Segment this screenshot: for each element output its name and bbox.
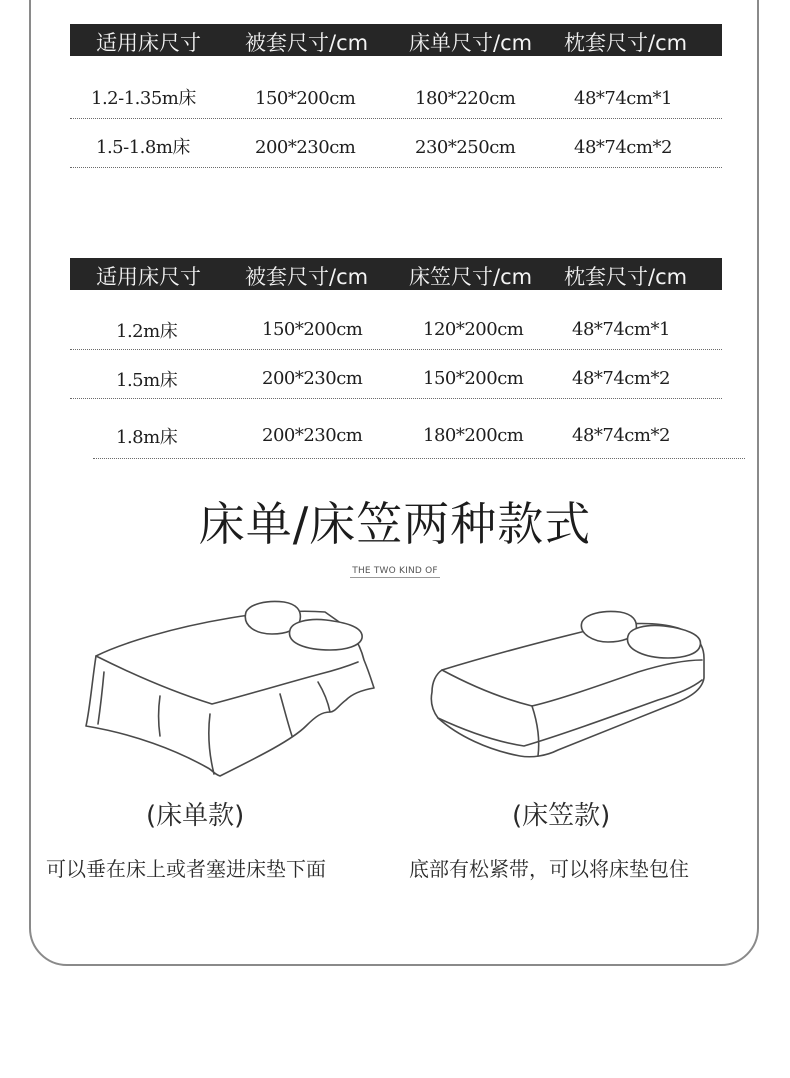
table1-cell-pillowcase: 48*74cm*2 xyxy=(574,137,672,158)
row-divider xyxy=(93,458,745,459)
table2-cell-bed-size: 1.2m床 xyxy=(116,321,178,342)
table2-cell-duvet: 200*230cm xyxy=(262,425,363,446)
table1-cell-bed-size: 1.2-1.35m床 xyxy=(91,88,196,109)
table2-header-pillowcase: 枕套尺寸/cm xyxy=(564,265,688,289)
table2-cell-fitted-sheet: 150*200cm xyxy=(423,368,524,389)
table2-header-fitted-sheet: 床笠尺寸/cm xyxy=(409,265,533,289)
fitted-sheet-bed-icon xyxy=(428,606,710,762)
table1-cell-sheet: 230*250cm xyxy=(415,137,516,158)
table1-header-pillowcase: 枕套尺寸/cm xyxy=(564,31,688,55)
table2-cell-pillowcase: 48*74cm*1 xyxy=(572,319,670,340)
row-divider xyxy=(70,118,722,119)
row-divider xyxy=(70,349,722,350)
table1-header xyxy=(70,24,722,56)
table2-cell-fitted-sheet: 120*200cm xyxy=(423,319,524,340)
table2-header xyxy=(70,258,722,290)
table1-header-duvet: 被套尺寸/cm xyxy=(245,31,369,55)
flat-sheet-caption: (床单款) xyxy=(146,801,245,831)
fitted-sheet-caption: (床笠款) xyxy=(512,801,611,831)
table2-cell-bed-size: 1.5m床 xyxy=(116,370,178,391)
table2-header-bed-size: 适用床尺寸 xyxy=(96,265,201,289)
flat-sheet-description: 可以垂在床上或者塞进床垫下面 xyxy=(46,857,326,881)
table1-cell-bed-size: 1.5-1.8m床 xyxy=(96,137,190,158)
section-title: 床单/床笠两种款式 xyxy=(198,497,592,551)
table2-cell-duvet: 150*200cm xyxy=(262,319,363,340)
table2-cell-duvet: 200*230cm xyxy=(262,368,363,389)
table2-cell-fitted-sheet: 180*200cm xyxy=(423,425,524,446)
section-subtitle-text: THE TWO KIND OF xyxy=(352,566,438,576)
section-subtitle xyxy=(0,566,790,576)
table2-cell-bed-size: 1.8m床 xyxy=(116,427,178,448)
table1-cell-sheet: 180*220cm xyxy=(415,88,516,109)
table1-cell-pillowcase: 48*74cm*1 xyxy=(574,88,672,109)
row-divider xyxy=(70,398,722,399)
table1-header-sheet: 床单尺寸/cm xyxy=(409,31,533,55)
table2-cell-pillowcase: 48*74cm*2 xyxy=(572,425,670,446)
table1-cell-duvet: 200*230cm xyxy=(255,137,356,158)
table2-header-duvet: 被套尺寸/cm xyxy=(245,265,369,289)
table1-cell-duvet: 150*200cm xyxy=(255,88,356,109)
flat-sheet-bed-icon xyxy=(80,598,380,780)
row-divider xyxy=(70,167,722,168)
fitted-sheet-description: 底部有松紧带，可以将床垫包住 xyxy=(409,857,689,881)
table2-cell-pillowcase: 48*74cm*2 xyxy=(572,368,670,389)
table1-header-bed-size: 适用床尺寸 xyxy=(96,31,201,55)
